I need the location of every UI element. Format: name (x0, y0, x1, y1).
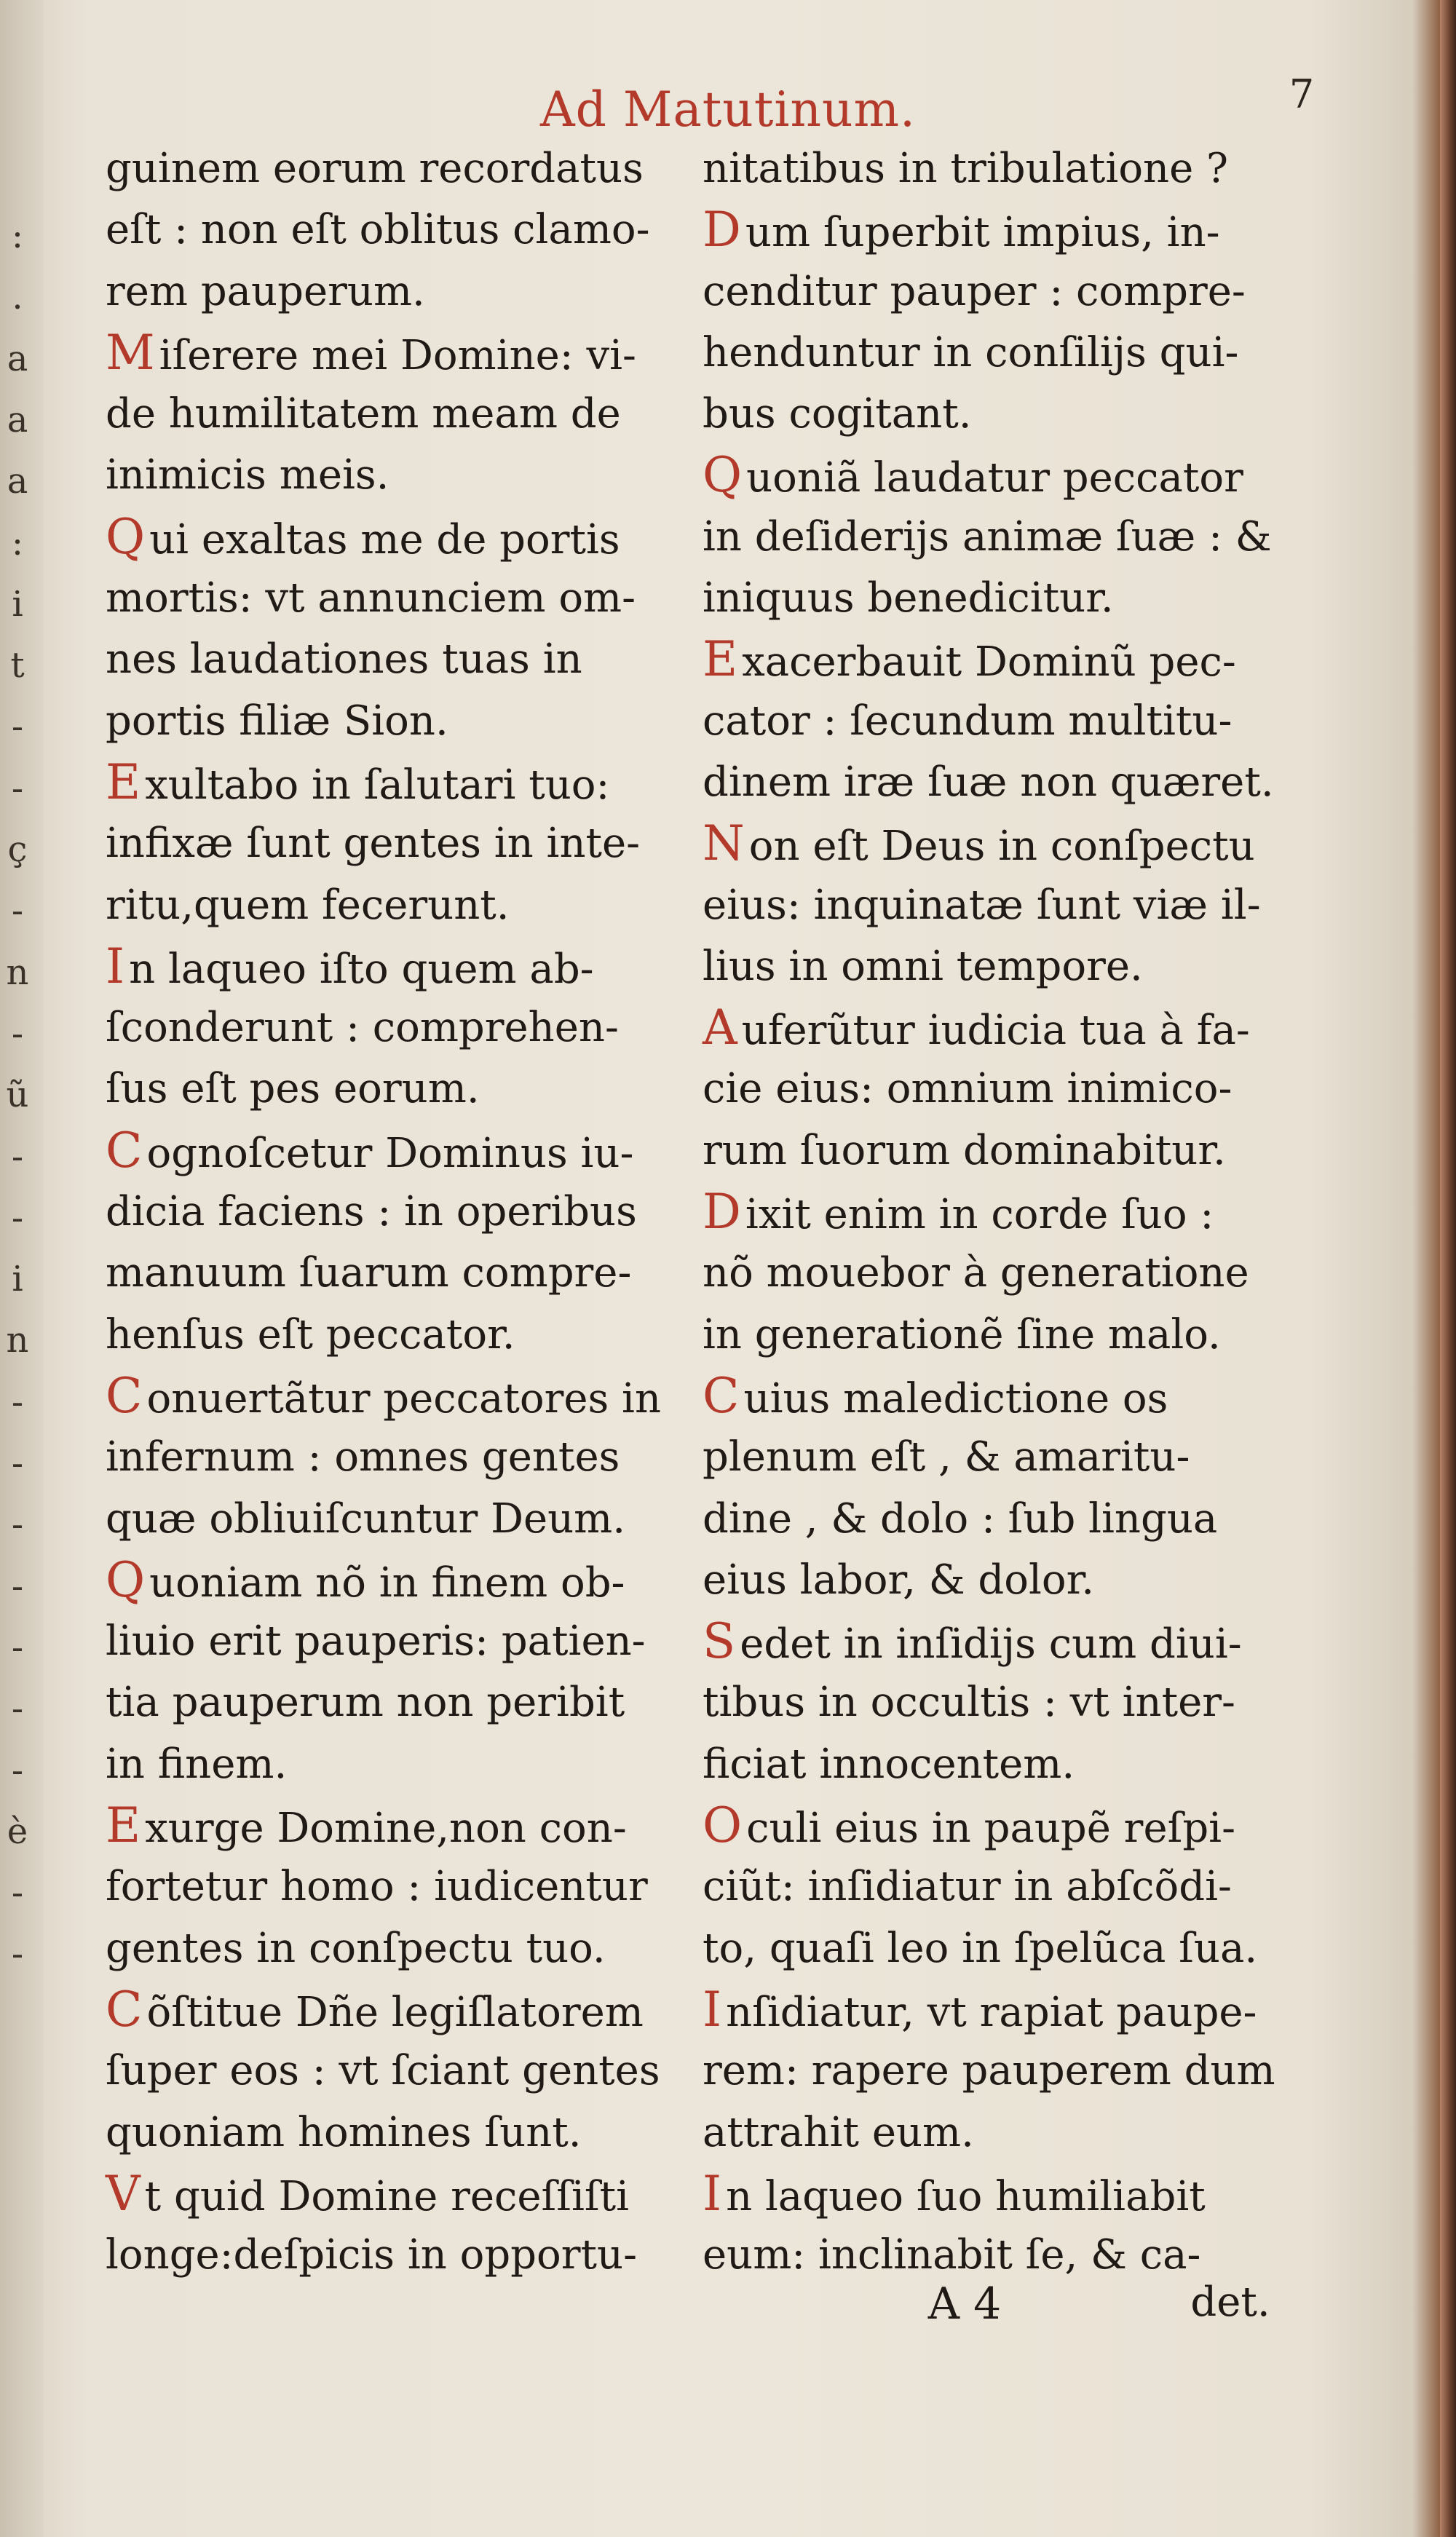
line-text: uferũtur iudicia tua à fa- (741, 1007, 1250, 1055)
text-line (106, 691, 703, 752)
line-text: iſerere mei Domine: vi- (159, 331, 636, 379)
line-text: cator : ſecundum multitu- (703, 697, 1233, 745)
line-text: ſconderunt : comprehen- (106, 1004, 619, 1052)
line-text: in deſiderijs animæ ſuæ : & (703, 512, 1272, 561)
gutter-mark: - (11, 1626, 24, 1668)
gutter-mark: n (6, 951, 29, 993)
text-line (703, 1918, 1299, 1979)
line-text: inimicis meis. (106, 451, 389, 499)
line-text: tibus in occultis : vt inter- (703, 1679, 1235, 1727)
line-text: ciũt: inſidiatur in abſcõdi- (703, 1863, 1232, 1911)
gutter-mark: n (6, 1320, 29, 1361)
text-line (703, 875, 1299, 936)
line-text: õſtitue Dñe legiſlatorem (146, 1988, 644, 2036)
gutter-mark: i (12, 1259, 23, 1300)
text-line (703, 1672, 1299, 1733)
left-column (106, 138, 703, 2286)
rubric-initial: Q (703, 447, 743, 504)
text-line (106, 629, 703, 690)
text-line (703, 261, 1299, 322)
line-text: xacerbauit Dominũ pec- (742, 638, 1236, 686)
gutter-mark: - (11, 1749, 24, 1791)
gutter-mark: : (11, 215, 24, 256)
text-line (703, 1734, 1299, 1795)
line-text: fortetur homo : iudicentur (106, 1863, 648, 1911)
rubric-initial: S (703, 1613, 736, 1670)
text-line (703, 1120, 1299, 1182)
line-text: on eſt Deus in conſpectu (748, 823, 1255, 871)
text-line (703, 1611, 1299, 1672)
line-text: ſus eſt pes eorum. (106, 1065, 480, 1113)
rubric-initial: D (703, 202, 741, 258)
line-text: in finem. (106, 1740, 288, 1788)
text-line (703, 2102, 1299, 2164)
gutter-mark: - (11, 1934, 24, 1975)
text-line (106, 2225, 703, 2286)
gutter-mark: - (11, 1504, 24, 1545)
line-text: quæ obliuiſcuntur Deum. (106, 1495, 626, 1543)
line-text: attrahit eum. (703, 2108, 974, 2156)
line-text: ficiat innocentem. (703, 1740, 1075, 1788)
gutter-mark: a (7, 461, 28, 502)
gutter-mark: - (11, 767, 24, 809)
line-text: tia pauperum non peribit (106, 1679, 625, 1727)
rubric-initial: E (703, 631, 738, 688)
text-line (106, 261, 703, 322)
text-line (106, 1489, 703, 1550)
rubric-initial: I (703, 2165, 722, 2222)
rubric-initial: E (106, 753, 141, 810)
text-line (106, 1672, 703, 1733)
line-text: n laqueo ſuo humiliabit (726, 2172, 1206, 2220)
line-text: nitatibus in tribulatione ? (703, 145, 1229, 192)
rubric-initial: C (106, 1981, 143, 2038)
line-text: n laqueo iſto quem ab- (129, 945, 594, 993)
text-line (106, 813, 703, 874)
text-line (703, 568, 1299, 629)
line-text: ognoſcetur Dominus iu- (146, 1129, 634, 1177)
line-text: henduntur in conſilijs qui- (703, 328, 1239, 376)
text-line (106, 1182, 703, 1243)
rubric-initial: M (106, 324, 155, 381)
text-line (703, 1243, 1299, 1304)
rubric-initial: Q (106, 1551, 146, 1608)
line-text: manuum ſuarum compre- (106, 1249, 632, 1297)
text-line (703, 997, 1299, 1058)
rubric-initial: O (703, 1797, 743, 1854)
text-line (106, 1979, 703, 2041)
line-text: dicia faciens : in operibus (106, 1188, 637, 1236)
text-line (703, 445, 1299, 506)
text-line (703, 813, 1299, 874)
line-text: in generationẽ ſine malo. (703, 1310, 1221, 1358)
line-text: uoniam nõ in finem ob- (149, 1559, 625, 1607)
line-text: t quid Domine receſſiſti (144, 2172, 629, 2220)
text-line (106, 1120, 703, 1182)
gutter-mark: t (10, 645, 25, 686)
rubric-initial: A (703, 1000, 737, 1056)
text-line (703, 1058, 1299, 1120)
text-line (106, 138, 703, 199)
text-line (106, 1550, 703, 1611)
text-line (106, 2102, 703, 2164)
text-line (106, 752, 703, 813)
rubric-initial: V (106, 2165, 141, 2222)
text-line (106, 2041, 703, 2102)
line-text: rum ſuorum dominabitur. (703, 1126, 1226, 1174)
line-text: onuertãtur peccatores in (146, 1374, 662, 1422)
gutter-mark: - (11, 1688, 24, 1730)
rubric-initial: C (106, 1367, 143, 1424)
line-text: ui exaltas me de portis (149, 515, 620, 563)
text-line (106, 1243, 703, 1304)
gutter-mark: a (7, 338, 28, 379)
gutter-mark: - (11, 890, 24, 932)
line-text: plenum eſt , & amaritu- (703, 1433, 1190, 1481)
gutter-mark: : (11, 522, 24, 563)
text-line (703, 138, 1299, 199)
text-line (703, 2164, 1299, 2225)
line-text: bus cogitant. (703, 390, 972, 438)
line-text: dine , & dolo : ſub lingua (703, 1495, 1218, 1543)
text-line (106, 384, 703, 445)
line-text: to, quaſi leo in ſpelũca ſua. (703, 1924, 1258, 1972)
gutter-mark: i (12, 583, 23, 625)
rubric-initial: D (703, 1184, 741, 1240)
text-line (106, 568, 703, 629)
text-line (106, 1366, 703, 1427)
text-line (106, 1427, 703, 1488)
text-line (703, 1489, 1299, 1550)
line-text: uoniã laudatur peccator (746, 454, 1243, 502)
line-text: rem: rapere pauperem dum (703, 2047, 1275, 2095)
line-text: nes laudationes tuas in (106, 636, 582, 684)
gutter-mark: - (11, 1136, 24, 1177)
text-line (106, 322, 703, 384)
catchword: det. (1190, 2279, 1270, 2326)
text-line (106, 507, 703, 568)
text-line (703, 1305, 1299, 1366)
rubric-initial: I (703, 1981, 722, 2038)
text-line (703, 1182, 1299, 1243)
text-line (703, 384, 1299, 445)
text-line (703, 322, 1299, 384)
page-edge (1440, 0, 1456, 2537)
line-text: portis filiæ Sion. (106, 697, 448, 745)
line-text: henſus eſt peccator. (106, 1310, 515, 1358)
text-line (106, 936, 703, 997)
gutter-mark: - (11, 1872, 24, 1914)
rubric-initial: I (106, 938, 125, 994)
text-line (703, 2041, 1299, 2102)
text-line (703, 1979, 1299, 2041)
gutter-mark: - (11, 706, 24, 748)
text-line (703, 507, 1299, 568)
gutter-mark: - (11, 1381, 24, 1422)
line-text: eius labor, & dolor. (703, 1556, 1094, 1604)
text-line (106, 1856, 703, 1917)
gutter-mark: - (11, 1565, 24, 1607)
text-line (106, 1611, 703, 1672)
line-text: ſuper eos : vt ſciant gentes (106, 2047, 660, 2095)
text-line (106, 1918, 703, 1979)
line-text: eſt : non eſt oblitus clamo- (106, 206, 650, 254)
gutter-mark: - (11, 1013, 24, 1054)
line-text: culi eius in paupẽ reſpi- (746, 1805, 1235, 1853)
line-text: edet in inſidijs cum diui- (740, 1620, 1242, 1669)
line-text: ritu,quem fecerunt. (106, 881, 510, 929)
text-line (106, 445, 703, 506)
right-column (703, 138, 1299, 2286)
text-line (106, 2164, 703, 2225)
line-text: cie eius: omnium inimico- (703, 1065, 1233, 1113)
line-text: eius: inquinatæ ſunt viæ il- (703, 881, 1261, 929)
gutter-mark: è (7, 1810, 28, 1852)
rubric-initial: E (106, 1797, 141, 1854)
rubric-initial: C (703, 1367, 740, 1424)
gutter-mark: . (12, 277, 23, 318)
rubric-initial: N (703, 815, 745, 872)
text-line (703, 629, 1299, 690)
text-line (703, 691, 1299, 752)
line-text: mortis: vt annunciem om- (106, 574, 636, 622)
line-text: nõ mouebor à generatione (703, 1249, 1249, 1297)
text-line (106, 875, 703, 936)
text-line (106, 1734, 703, 1795)
line-text: xurge Domine,non con- (145, 1805, 627, 1853)
gutter-mark: - (11, 1443, 24, 1484)
line-text: liuio erit pauperis: patien- (106, 1618, 646, 1666)
line-text: dinem iræ ſuæ non quæret. (703, 758, 1274, 806)
page-number: 7 (1289, 71, 1315, 117)
text-line (106, 1795, 703, 1856)
line-text: cenditur pauper : compre- (703, 267, 1246, 315)
text-line (703, 2225, 1299, 2286)
text-line (106, 199, 703, 261)
text-line (106, 1058, 703, 1120)
gutter-mark: ç (7, 829, 28, 870)
line-text: iniquus benedicitur. (703, 574, 1114, 622)
line-text: xultabo in ſalutari tuo: (145, 761, 610, 809)
line-text: gentes in conſpectu tuo. (106, 1924, 606, 1972)
text-line (703, 752, 1299, 813)
gutter-strip (0, 0, 44, 2537)
gutter-mark: - (11, 1197, 24, 1238)
text-line (703, 1795, 1299, 1856)
text-line (106, 997, 703, 1058)
line-text: eum: inclinabit ſe, & ca- (703, 2231, 1201, 2279)
rubric-initial: Q (106, 508, 146, 565)
line-text: infernum : omnes gentes (106, 1433, 620, 1481)
line-text: quoniam homines ſunt. (106, 2108, 582, 2156)
line-text: rem pauperum. (106, 267, 425, 315)
line-text: ixit enim in corde ſuo : (745, 1191, 1214, 1239)
text-line (106, 1305, 703, 1366)
line-text: guinem eorum recordatus (106, 145, 644, 192)
line-text: lius in omni tempore. (703, 942, 1143, 990)
text-line (703, 1366, 1299, 1427)
gutter-mark: a (7, 399, 28, 440)
rubric-initial: C (106, 1122, 143, 1179)
text-line (703, 1550, 1299, 1611)
line-text: nſidiatur, vt rapiat paupe- (726, 1988, 1257, 2036)
line-text: um ſuperbit impius, in- (745, 209, 1220, 257)
signature-mark: A 4 (927, 2279, 1002, 2330)
gutter-mark: ũ (6, 1074, 29, 1116)
line-text: uius maledictione os (743, 1374, 1168, 1422)
line-text: infixæ ſunt gentes in inte- (106, 820, 641, 868)
running-header: Ad Matutinum. (539, 82, 917, 138)
line-text: longe:deſpicis in opportu- (106, 2231, 637, 2279)
text-line (703, 199, 1299, 261)
line-text: de humilitatem meam de (106, 390, 621, 438)
text-line (703, 1427, 1299, 1488)
text-line (703, 936, 1299, 997)
text-line (703, 1856, 1299, 1917)
